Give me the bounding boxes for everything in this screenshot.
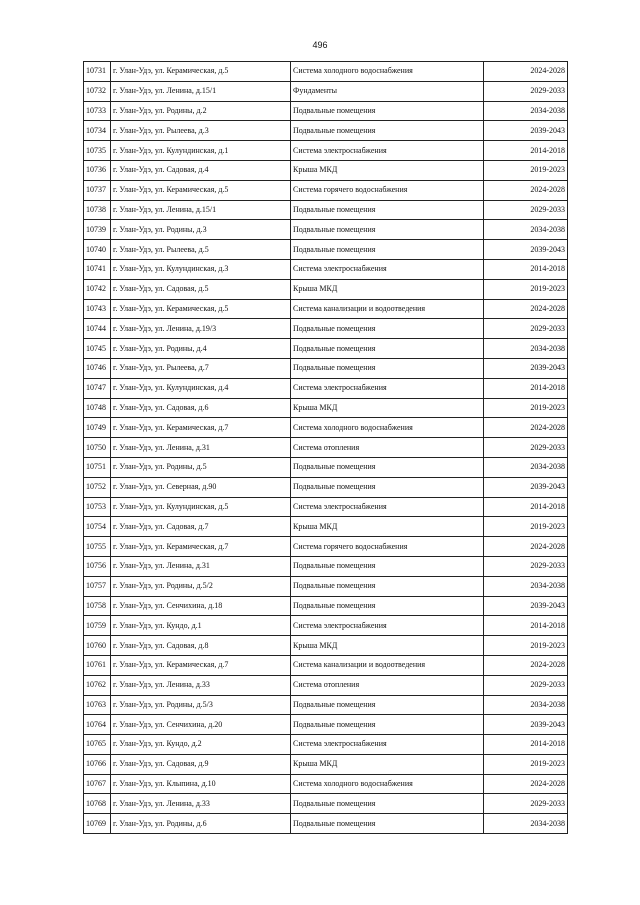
repair-period-cell: 2029-2033 bbox=[484, 319, 568, 339]
row-number-cell: 10746 bbox=[84, 358, 111, 378]
repair-period-cell: 2024-2028 bbox=[484, 418, 568, 438]
table-row bbox=[84, 675, 568, 695]
table-row bbox=[84, 655, 568, 675]
repair-period-cell: 2029-2033 bbox=[484, 794, 568, 814]
building-system-cell: Подвальные помещения bbox=[291, 794, 484, 814]
row-number-cell: 10769 bbox=[84, 814, 111, 834]
row-number-cell: 10760 bbox=[84, 636, 111, 656]
row-number-cell: 10736 bbox=[84, 160, 111, 180]
table-row bbox=[84, 754, 568, 774]
row-number-cell: 10755 bbox=[84, 537, 111, 557]
address-cell: г. Улан-Удэ, ул. Кулундинская, д.1 bbox=[111, 141, 291, 161]
address-cell: г. Улан-Удэ, ул. Рылеева, д.3 bbox=[111, 121, 291, 141]
table-row bbox=[84, 497, 568, 517]
repair-period-cell: 2034-2038 bbox=[484, 457, 568, 477]
building-system-cell: Подвальные помещения bbox=[291, 358, 484, 378]
repair-period-cell: 2034-2038 bbox=[484, 814, 568, 834]
repair-period-cell: 2024-2028 bbox=[484, 62, 568, 82]
repair-period-cell: 2014-2018 bbox=[484, 141, 568, 161]
row-number-cell: 10740 bbox=[84, 240, 111, 260]
table-body bbox=[84, 62, 568, 834]
address-cell: г. Улан-Удэ, ул. Ленина, д.15/1 bbox=[111, 81, 291, 101]
building-system-cell: Подвальные помещения bbox=[291, 339, 484, 359]
repair-period-cell: 2014-2018 bbox=[484, 378, 568, 398]
repair-period-cell: 2014-2018 bbox=[484, 259, 568, 279]
address-cell: г. Улан-Удэ, ул. Ленина, д.15/1 bbox=[111, 200, 291, 220]
row-number-cell: 10732 bbox=[84, 81, 111, 101]
row-number-cell: 10748 bbox=[84, 398, 111, 418]
address-cell: г. Улан-Удэ, ул. Ленина, д.33 bbox=[111, 675, 291, 695]
row-number-cell: 10765 bbox=[84, 735, 111, 755]
address-cell: г. Улан-Удэ, ул. Ленина, д.19/3 bbox=[111, 319, 291, 339]
table-row bbox=[84, 200, 568, 220]
row-number-cell: 10767 bbox=[84, 774, 111, 794]
address-cell: г. Улан-Удэ, ул. Ленина, д.31 bbox=[111, 556, 291, 576]
address-cell: г. Улан-Удэ, ул. Садовая, д.8 bbox=[111, 636, 291, 656]
row-number-cell: 10763 bbox=[84, 695, 111, 715]
table-row bbox=[84, 279, 568, 299]
building-system-cell: Система электроснабжения bbox=[291, 497, 484, 517]
address-cell: г. Улан-Удэ, ул. Родины, д.6 bbox=[111, 814, 291, 834]
table-row bbox=[84, 537, 568, 557]
repair-period-cell: 2034-2038 bbox=[484, 695, 568, 715]
building-system-cell: Система канализации и водоотведения bbox=[291, 299, 484, 319]
building-system-cell: Система электроснабжения bbox=[291, 735, 484, 755]
table-row bbox=[84, 695, 568, 715]
table-row bbox=[84, 556, 568, 576]
repair-period-cell: 2019-2023 bbox=[484, 636, 568, 656]
row-number-cell: 10735 bbox=[84, 141, 111, 161]
building-system-cell: Подвальные помещения bbox=[291, 596, 484, 616]
building-system-cell: Подвальные помещения bbox=[291, 695, 484, 715]
address-cell: г. Улан-Удэ, ул. Кундо, д.2 bbox=[111, 735, 291, 755]
address-cell: г. Улан-Удэ, ул. Кундо, д.1 bbox=[111, 616, 291, 636]
repair-period-cell: 2014-2018 bbox=[484, 497, 568, 517]
repair-period-cell: 2034-2038 bbox=[484, 101, 568, 121]
address-cell: г. Улан-Удэ, ул. Родины, д.5 bbox=[111, 457, 291, 477]
table-row bbox=[84, 636, 568, 656]
address-cell: г. Улан-Удэ, ул. Ленина, д.33 bbox=[111, 794, 291, 814]
address-cell: г. Улан-Удэ, ул. Садовая, д.7 bbox=[111, 517, 291, 537]
address-cell: г. Улан-Удэ, ул. Кулундинская, д.4 bbox=[111, 378, 291, 398]
table-row bbox=[84, 160, 568, 180]
table-row bbox=[84, 596, 568, 616]
table-row bbox=[84, 101, 568, 121]
repair-period-cell: 2039-2043 bbox=[484, 240, 568, 260]
building-system-cell: Подвальные помещения bbox=[291, 814, 484, 834]
row-number-cell: 10753 bbox=[84, 497, 111, 517]
repair-period-cell: 2014-2018 bbox=[484, 616, 568, 636]
repair-period-cell: 2019-2023 bbox=[484, 279, 568, 299]
repair-period-cell: 2039-2043 bbox=[484, 596, 568, 616]
table-row bbox=[84, 715, 568, 735]
building-system-cell: Крыша МКД bbox=[291, 398, 484, 418]
address-cell: г. Улан-Удэ, ул. Садовая, д.4 bbox=[111, 160, 291, 180]
table-row bbox=[84, 438, 568, 458]
table-row bbox=[84, 735, 568, 755]
building-system-cell: Подвальные помещения bbox=[291, 556, 484, 576]
repair-period-cell: 2039-2043 bbox=[484, 477, 568, 497]
building-system-cell: Подвальные помещения bbox=[291, 200, 484, 220]
row-number-cell: 10731 bbox=[84, 62, 111, 82]
building-system-cell: Крыша МКД bbox=[291, 517, 484, 537]
row-number-cell: 10757 bbox=[84, 576, 111, 596]
building-system-cell: Система холодного водоснабжения bbox=[291, 418, 484, 438]
row-number-cell: 10743 bbox=[84, 299, 111, 319]
repair-period-cell: 2034-2038 bbox=[484, 220, 568, 240]
building-system-cell: Система холодного водоснабжения bbox=[291, 62, 484, 82]
row-number-cell: 10738 bbox=[84, 200, 111, 220]
repair-period-cell: 2019-2023 bbox=[484, 754, 568, 774]
repair-period-cell: 2029-2033 bbox=[484, 675, 568, 695]
building-system-cell: Подвальные помещения bbox=[291, 576, 484, 596]
address-cell: г. Улан-Удэ, ул. Керамическая, д.7 bbox=[111, 655, 291, 675]
row-number-cell: 10754 bbox=[84, 517, 111, 537]
table-row bbox=[84, 319, 568, 339]
address-cell: г. Улан-Удэ, ул. Кулундинская, д.3 bbox=[111, 259, 291, 279]
building-system-cell: Подвальные помещения bbox=[291, 319, 484, 339]
repair-period-cell: 2029-2033 bbox=[484, 81, 568, 101]
table-row bbox=[84, 339, 568, 359]
address-cell: г. Улан-Удэ, ул. Керамическая, д.7 bbox=[111, 418, 291, 438]
table-row bbox=[84, 81, 568, 101]
row-number-cell: 10733 bbox=[84, 101, 111, 121]
address-cell: г. Улан-Удэ, ул. Родины, д.5/2 bbox=[111, 576, 291, 596]
table-row bbox=[84, 814, 568, 834]
address-cell: г. Улан-Удэ, ул. Ленина, д.31 bbox=[111, 438, 291, 458]
repair-period-cell: 2039-2043 bbox=[484, 715, 568, 735]
row-number-cell: 10762 bbox=[84, 675, 111, 695]
repair-period-cell: 2029-2033 bbox=[484, 556, 568, 576]
address-cell: г. Улан-Удэ, ул. Клыпина, д.10 bbox=[111, 774, 291, 794]
address-cell: г. Улан-Удэ, ул. Садовая, д.9 bbox=[111, 754, 291, 774]
building-system-cell: Система электроснабжения bbox=[291, 259, 484, 279]
repair-period-cell: 2024-2028 bbox=[484, 655, 568, 675]
building-system-cell: Система электроснабжения bbox=[291, 378, 484, 398]
table-row bbox=[84, 259, 568, 279]
repair-period-cell: 2019-2023 bbox=[484, 398, 568, 418]
building-system-cell: Подвальные помещения bbox=[291, 457, 484, 477]
address-cell: г. Улан-Удэ, ул. Рылеева, д.7 bbox=[111, 358, 291, 378]
table-row bbox=[84, 240, 568, 260]
row-number-cell: 10742 bbox=[84, 279, 111, 299]
repair-period-cell: 2029-2033 bbox=[484, 200, 568, 220]
table-row bbox=[84, 398, 568, 418]
building-system-cell: Система горячего водоснабжения bbox=[291, 537, 484, 557]
repair-period-cell: 2034-2038 bbox=[484, 339, 568, 359]
address-cell: г. Улан-Удэ, ул. Садовая, д.5 bbox=[111, 279, 291, 299]
repair-period-cell: 2024-2028 bbox=[484, 774, 568, 794]
row-number-cell: 10766 bbox=[84, 754, 111, 774]
table-row bbox=[84, 794, 568, 814]
address-cell: г. Улан-Удэ, ул. Рылеева, д.5 bbox=[111, 240, 291, 260]
repair-period-cell: 2024-2028 bbox=[484, 180, 568, 200]
row-number-cell: 10744 bbox=[84, 319, 111, 339]
page-number: 496 bbox=[312, 40, 328, 50]
repair-period-cell: 2019-2023 bbox=[484, 160, 568, 180]
building-system-cell: Подвальные помещения bbox=[291, 121, 484, 141]
address-cell: г. Улан-Удэ, ул. Керамическая, д.5 bbox=[111, 180, 291, 200]
table-row bbox=[84, 62, 568, 82]
table-row bbox=[84, 180, 568, 200]
building-system-cell: Система горячего водоснабжения bbox=[291, 180, 484, 200]
row-number-cell: 10764 bbox=[84, 715, 111, 735]
building-system-cell: Подвальные помещения bbox=[291, 715, 484, 735]
row-number-cell: 10761 bbox=[84, 655, 111, 675]
table-row bbox=[84, 141, 568, 161]
building-system-cell: Подвальные помещения bbox=[291, 220, 484, 240]
table-row bbox=[84, 576, 568, 596]
building-system-cell: Система холодного водоснабжения bbox=[291, 774, 484, 794]
address-cell: г. Улан-Удэ, ул. Садовая, д.6 bbox=[111, 398, 291, 418]
repair-period-cell: 2029-2033 bbox=[484, 438, 568, 458]
table-row bbox=[84, 299, 568, 319]
address-cell: г. Улан-Удэ, ул. Сенчихина, д.20 bbox=[111, 715, 291, 735]
address-cell: г. Улан-Удэ, ул. Северная, д.90 bbox=[111, 477, 291, 497]
address-cell: г. Улан-Удэ, ул. Керамическая, д.5 bbox=[111, 62, 291, 82]
address-cell: г. Улан-Удэ, ул. Родины, д.2 bbox=[111, 101, 291, 121]
building-system-cell: Крыша МКД bbox=[291, 160, 484, 180]
repair-period-cell: 2039-2043 bbox=[484, 358, 568, 378]
repair-period-cell: 2019-2023 bbox=[484, 517, 568, 537]
table-row bbox=[84, 220, 568, 240]
table-row bbox=[84, 616, 568, 636]
building-system-cell: Крыша МКД bbox=[291, 636, 484, 656]
building-system-cell: Фундаменты bbox=[291, 81, 484, 101]
table-row bbox=[84, 457, 568, 477]
row-number-cell: 10749 bbox=[84, 418, 111, 438]
row-number-cell: 10752 bbox=[84, 477, 111, 497]
row-number-cell: 10756 bbox=[84, 556, 111, 576]
building-system-cell: Система отопления bbox=[291, 675, 484, 695]
row-number-cell: 10751 bbox=[84, 457, 111, 477]
row-number-cell: 10750 bbox=[84, 438, 111, 458]
repair-period-cell: 2024-2028 bbox=[484, 299, 568, 319]
table-row bbox=[84, 418, 568, 438]
table-row bbox=[84, 517, 568, 537]
table-row bbox=[84, 358, 568, 378]
row-number-cell: 10737 bbox=[84, 180, 111, 200]
row-number-cell: 10741 bbox=[84, 259, 111, 279]
building-system-cell: Подвальные помещения bbox=[291, 477, 484, 497]
row-number-cell: 10734 bbox=[84, 121, 111, 141]
repair-period-cell: 2039-2043 bbox=[484, 121, 568, 141]
building-system-cell: Крыша МКД bbox=[291, 754, 484, 774]
building-system-cell: Система электроснабжения bbox=[291, 616, 484, 636]
repair-schedule-table bbox=[83, 61, 568, 834]
row-number-cell: 10758 bbox=[84, 596, 111, 616]
repair-period-cell: 2014-2018 bbox=[484, 735, 568, 755]
address-cell: г. Улан-Удэ, ул. Кулундинская, д.5 bbox=[111, 497, 291, 517]
row-number-cell: 10747 bbox=[84, 378, 111, 398]
row-number-cell: 10745 bbox=[84, 339, 111, 359]
row-number-cell: 10759 bbox=[84, 616, 111, 636]
address-cell: г. Улан-Удэ, ул. Родины, д.3 bbox=[111, 220, 291, 240]
address-cell: г. Улан-Удэ, ул. Керамическая, д.5 bbox=[111, 299, 291, 319]
table-row bbox=[84, 121, 568, 141]
table-row bbox=[84, 378, 568, 398]
building-system-cell: Подвальные помещения bbox=[291, 240, 484, 260]
table-row bbox=[84, 477, 568, 497]
address-cell: г. Улан-Удэ, ул. Керамическая, д.7 bbox=[111, 537, 291, 557]
building-system-cell: Крыша МКД bbox=[291, 279, 484, 299]
building-system-cell: Система электроснабжения bbox=[291, 141, 484, 161]
row-number-cell: 10768 bbox=[84, 794, 111, 814]
address-cell: г. Улан-Удэ, ул. Сенчихина, д.18 bbox=[111, 596, 291, 616]
table-row bbox=[84, 774, 568, 794]
building-system-cell: Система канализации и водоотведения bbox=[291, 655, 484, 675]
building-system-cell: Подвальные помещения bbox=[291, 101, 484, 121]
address-cell: г. Улан-Удэ, ул. Родины, д.4 bbox=[111, 339, 291, 359]
address-cell: г. Улан-Удэ, ул. Родины, д.5/3 bbox=[111, 695, 291, 715]
row-number-cell: 10739 bbox=[84, 220, 111, 240]
building-system-cell: Система отопления bbox=[291, 438, 484, 458]
repair-period-cell: 2034-2038 bbox=[484, 576, 568, 596]
repair-period-cell: 2024-2028 bbox=[484, 537, 568, 557]
